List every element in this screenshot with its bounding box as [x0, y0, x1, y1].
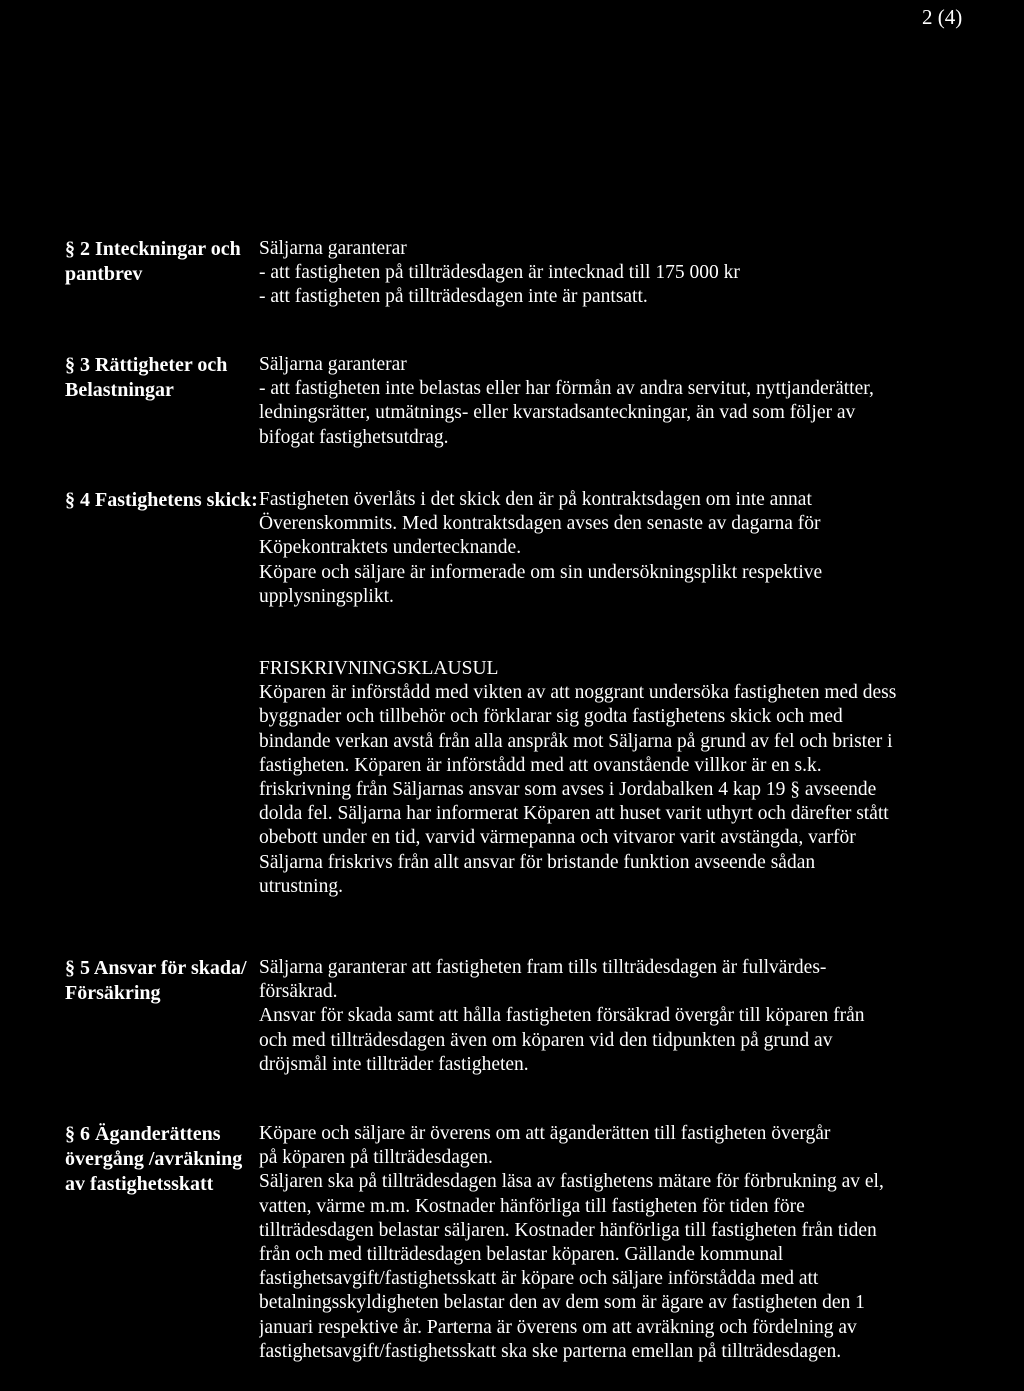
- body-line: Säljaren ska på tillträdesdagen läsa av fastighetens mätare för förbrukning av el,: [259, 1171, 884, 1193]
- body-line: - att fastigheten på tillträdesdagen inte är pantsatt.: [259, 286, 648, 308]
- section-heading: [65, 1122, 255, 1197]
- section-heading: [65, 353, 255, 403]
- body-line: betalningsskyldigheten belastar den av dem som är ägare av fastigheten den 1: [259, 1292, 865, 1314]
- body-line: fastighetsavgift/fastighetsskatt ska ske parterna emellan på tillträdesdagen.: [259, 1340, 842, 1362]
- body-line: från och med tillträdesdagen belastar köparen. Gällande kommunal: [259, 1244, 784, 1266]
- body-line: bifogat fastighetsutdrag.: [259, 426, 449, 448]
- heading-line: Försäkring: [65, 982, 161, 1004]
- body-line: tillträdesdagen belastar säljaren. Kostnader hänförliga till fastigheten från tiden: [259, 1219, 877, 1241]
- clause-line: fastigheten. Köparen är införstådd med att ovanstående villkor är en s.k.: [259, 754, 822, 776]
- body-line: - att fastigheten inte belastas eller har förmån av andra servitut, nyttjanderätter,: [259, 378, 874, 400]
- heading-line: Belastningar: [65, 379, 174, 401]
- section-body: [259, 237, 1024, 310]
- clause-line: obebott under en tid, varvid värmepanna och vitvaror varit avstängda, varför: [259, 827, 856, 849]
- body-line: Säljarna garanterar: [259, 354, 407, 375]
- heading-line: § 6 Äganderättens: [65, 1123, 221, 1145]
- body-line: Överenskommits. Med kontraktsdagen avses den senaste av dagarna för: [259, 513, 821, 535]
- body-line: Köpekontraktets undertecknande.: [259, 537, 522, 559]
- body-line: Säljarna garanterar: [259, 238, 407, 259]
- section-heading: [65, 956, 255, 1006]
- body-line: fastighetsavgift/fastighetsskatt är köpare och säljare införstådda med att: [259, 1268, 819, 1290]
- section-body: [259, 956, 1024, 1077]
- section-body: [259, 353, 1024, 450]
- body-line: dröjsmål inte tillträder fastigheten.: [259, 1053, 529, 1075]
- clause-body: [259, 657, 1024, 899]
- body-line: på köparen på tillträdesdagen.: [259, 1147, 493, 1169]
- heading-line: pantbrev: [65, 263, 143, 285]
- heading-line: § 2 Inteckningar och: [65, 238, 241, 260]
- body-line: och med tillträdesdagen även om köparen vid den tidpunkten på grund av: [259, 1029, 833, 1051]
- clause-line: dolda fel. Säljarna har informerat Köparen att huset varit uthyrt och därefter stått: [259, 803, 889, 825]
- section-body: [259, 488, 1024, 609]
- heading-line: § 3 Rättigheter och: [65, 354, 228, 376]
- body-line: januari respektive år. Parterna är överens om att avräkning och fördelning av: [259, 1316, 857, 1338]
- section-heading: [65, 237, 255, 287]
- body-line: - att fastigheten på tillträdesdagen är intecknad till 175 000 kr: [259, 262, 740, 284]
- clause-line: Köparen är införstådd med vikten av att noggrant undersöka fastigheten med dess: [259, 682, 897, 704]
- clause-line: bindande verkan avstå från alla anspråk mot Säljarna på grund av fel och brister i: [259, 730, 893, 752]
- clause-line: Säljarna friskrivs från allt ansvar för bristande funktion avseende sådan: [259, 851, 816, 873]
- clause-title: FRISKRIVNINGSKLAUSUL: [259, 658, 499, 679]
- clause-line: friskrivning från Säljarnas ansvar som avses i Jordabalken 4 kap 19 § avseende: [259, 779, 877, 801]
- section-body: [259, 1122, 1024, 1364]
- page-number: 2 (4): [922, 5, 963, 29]
- clause-line: byggnader och tillbehör och förklarar sig godta fastighetens skick och med: [259, 706, 843, 728]
- body-line: Köpare och säljare är överens om att äganderätten till fastigheten övergår: [259, 1123, 831, 1144]
- heading-line: övergång /avräkning: [65, 1148, 243, 1170]
- heading-line: § 5 Ansvar för skada/: [65, 957, 247, 979]
- heading-line: § 4 Fastighetens skick:: [65, 489, 258, 511]
- heading-line: av fastighetsskatt: [65, 1173, 214, 1195]
- body-line: Säljarna garanterar att fastigheten fram tills tillträdesdagen är fullvärdes-: [259, 957, 827, 978]
- body-line: ledningsrätter, utmätnings- eller kvarstadsanteckningar, än vad som följer av: [259, 402, 856, 424]
- body-line: försäkrad.: [259, 981, 338, 1003]
- body-line: vatten, värme m.m. Kostnader hänförliga till fastigheten för tiden före: [259, 1195, 805, 1217]
- body-line: Köpare och säljare är informerade om sin undersökningsplikt respektive: [259, 561, 823, 583]
- clause-line: utrustning.: [259, 875, 343, 897]
- section-heading: [65, 488, 258, 513]
- body-line: Fastigheten överlåts i det skick den är på kontraktsdagen om inte annat: [259, 489, 812, 510]
- body-line: Ansvar för skada samt att hålla fastigheten försäkrad övergår till köparen från: [259, 1005, 865, 1027]
- body-line: upplysningsplikt.: [259, 585, 394, 607]
